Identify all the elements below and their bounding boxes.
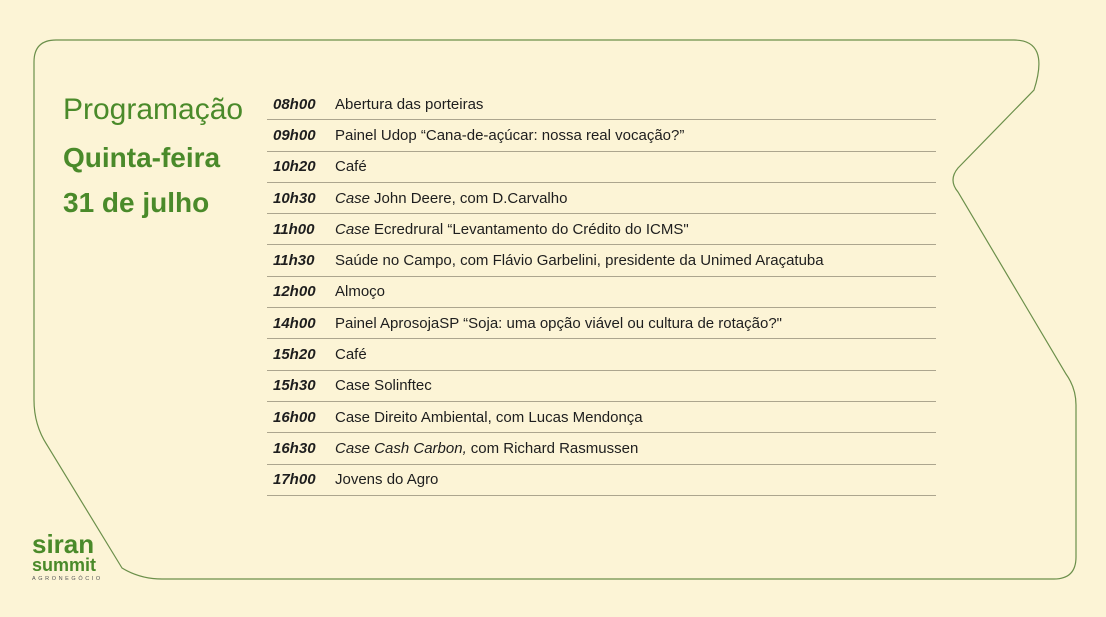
- schedule-time: 08h00: [273, 95, 316, 113]
- schedule-description: Saúde no Campo, com Flávio Garbelini, presidente da Unimed Araçatuba: [335, 252, 824, 270]
- schedule-list: [267, 89, 936, 496]
- schedule-time: 10h30: [273, 189, 316, 207]
- schedule-time: 11h00: [273, 220, 315, 238]
- schedule-description: Ecredrural “Levantamento do Crédito do ICMS": [374, 220, 689, 238]
- schedule-time: 17h00: [273, 471, 316, 489]
- schedule-row: [267, 433, 936, 464]
- schedule-row: [267, 402, 936, 433]
- page-title: Programação: [63, 93, 244, 126]
- schedule-description: John Deere, com D.Carvalho: [374, 189, 568, 207]
- schedule-prefix: Case Cash Carbon,: [335, 439, 467, 457]
- schedule-time: 16h00: [273, 408, 316, 426]
- schedule-row: [267, 371, 936, 402]
- logo-line-summit: summit: [32, 555, 97, 575]
- schedule-time: 15h30: [273, 377, 316, 395]
- schedule-description: Case Direito Ambiental, com Lucas Mendonça: [335, 408, 643, 426]
- schedule-row: [267, 152, 936, 183]
- schedule-description: com Richard Rasmussen: [470, 439, 639, 457]
- schedule-description: Café: [335, 158, 367, 176]
- schedule-prefix: Case: [335, 189, 371, 207]
- schedule-time: 10h20: [273, 158, 316, 176]
- schedule-time: 16h30: [273, 439, 316, 457]
- schedule-time: 09h00: [273, 126, 316, 144]
- schedule-description: Painel AprosojaSP “Soja: uma opção viável ou cultura de rotação?": [335, 314, 782, 332]
- schedule-time: 11h30: [273, 252, 315, 270]
- siran-summit-logo: [32, 529, 116, 582]
- schedule-description: Abertura das porteiras: [335, 95, 484, 113]
- logo-line-siran: siran: [32, 529, 95, 559]
- date-heading: 31 de julho: [63, 187, 210, 218]
- schedule-row: [267, 277, 936, 308]
- schedule-time: 14h00: [273, 314, 316, 332]
- schedule-prefix: Case: [335, 220, 371, 238]
- schedule-time: 12h00: [273, 283, 316, 301]
- schedule-row: [267, 245, 936, 276]
- schedule-row: [267, 465, 936, 496]
- logo-tagline: AGRONEGÓCIO: [32, 576, 103, 582]
- schedule-description: Case Solinftec: [335, 377, 432, 395]
- schedule-row: [267, 308, 936, 339]
- schedule-time: 15h20: [273, 346, 316, 364]
- schedule-description: Café: [335, 346, 367, 364]
- schedule-description: Painel Udop “Cana-de-açúcar: nossa real vocação?”: [335, 126, 685, 144]
- schedule-row: [267, 339, 936, 370]
- day-heading: Quinta-feira: [63, 142, 221, 173]
- schedule-description: Jovens do Agro: [335, 471, 439, 489]
- schedule-row: [267, 120, 936, 151]
- schedule-description: Almoço: [335, 283, 386, 301]
- schedule-row: [267, 183, 936, 214]
- schedule-row: [267, 214, 936, 245]
- schedule-row: [267, 89, 936, 120]
